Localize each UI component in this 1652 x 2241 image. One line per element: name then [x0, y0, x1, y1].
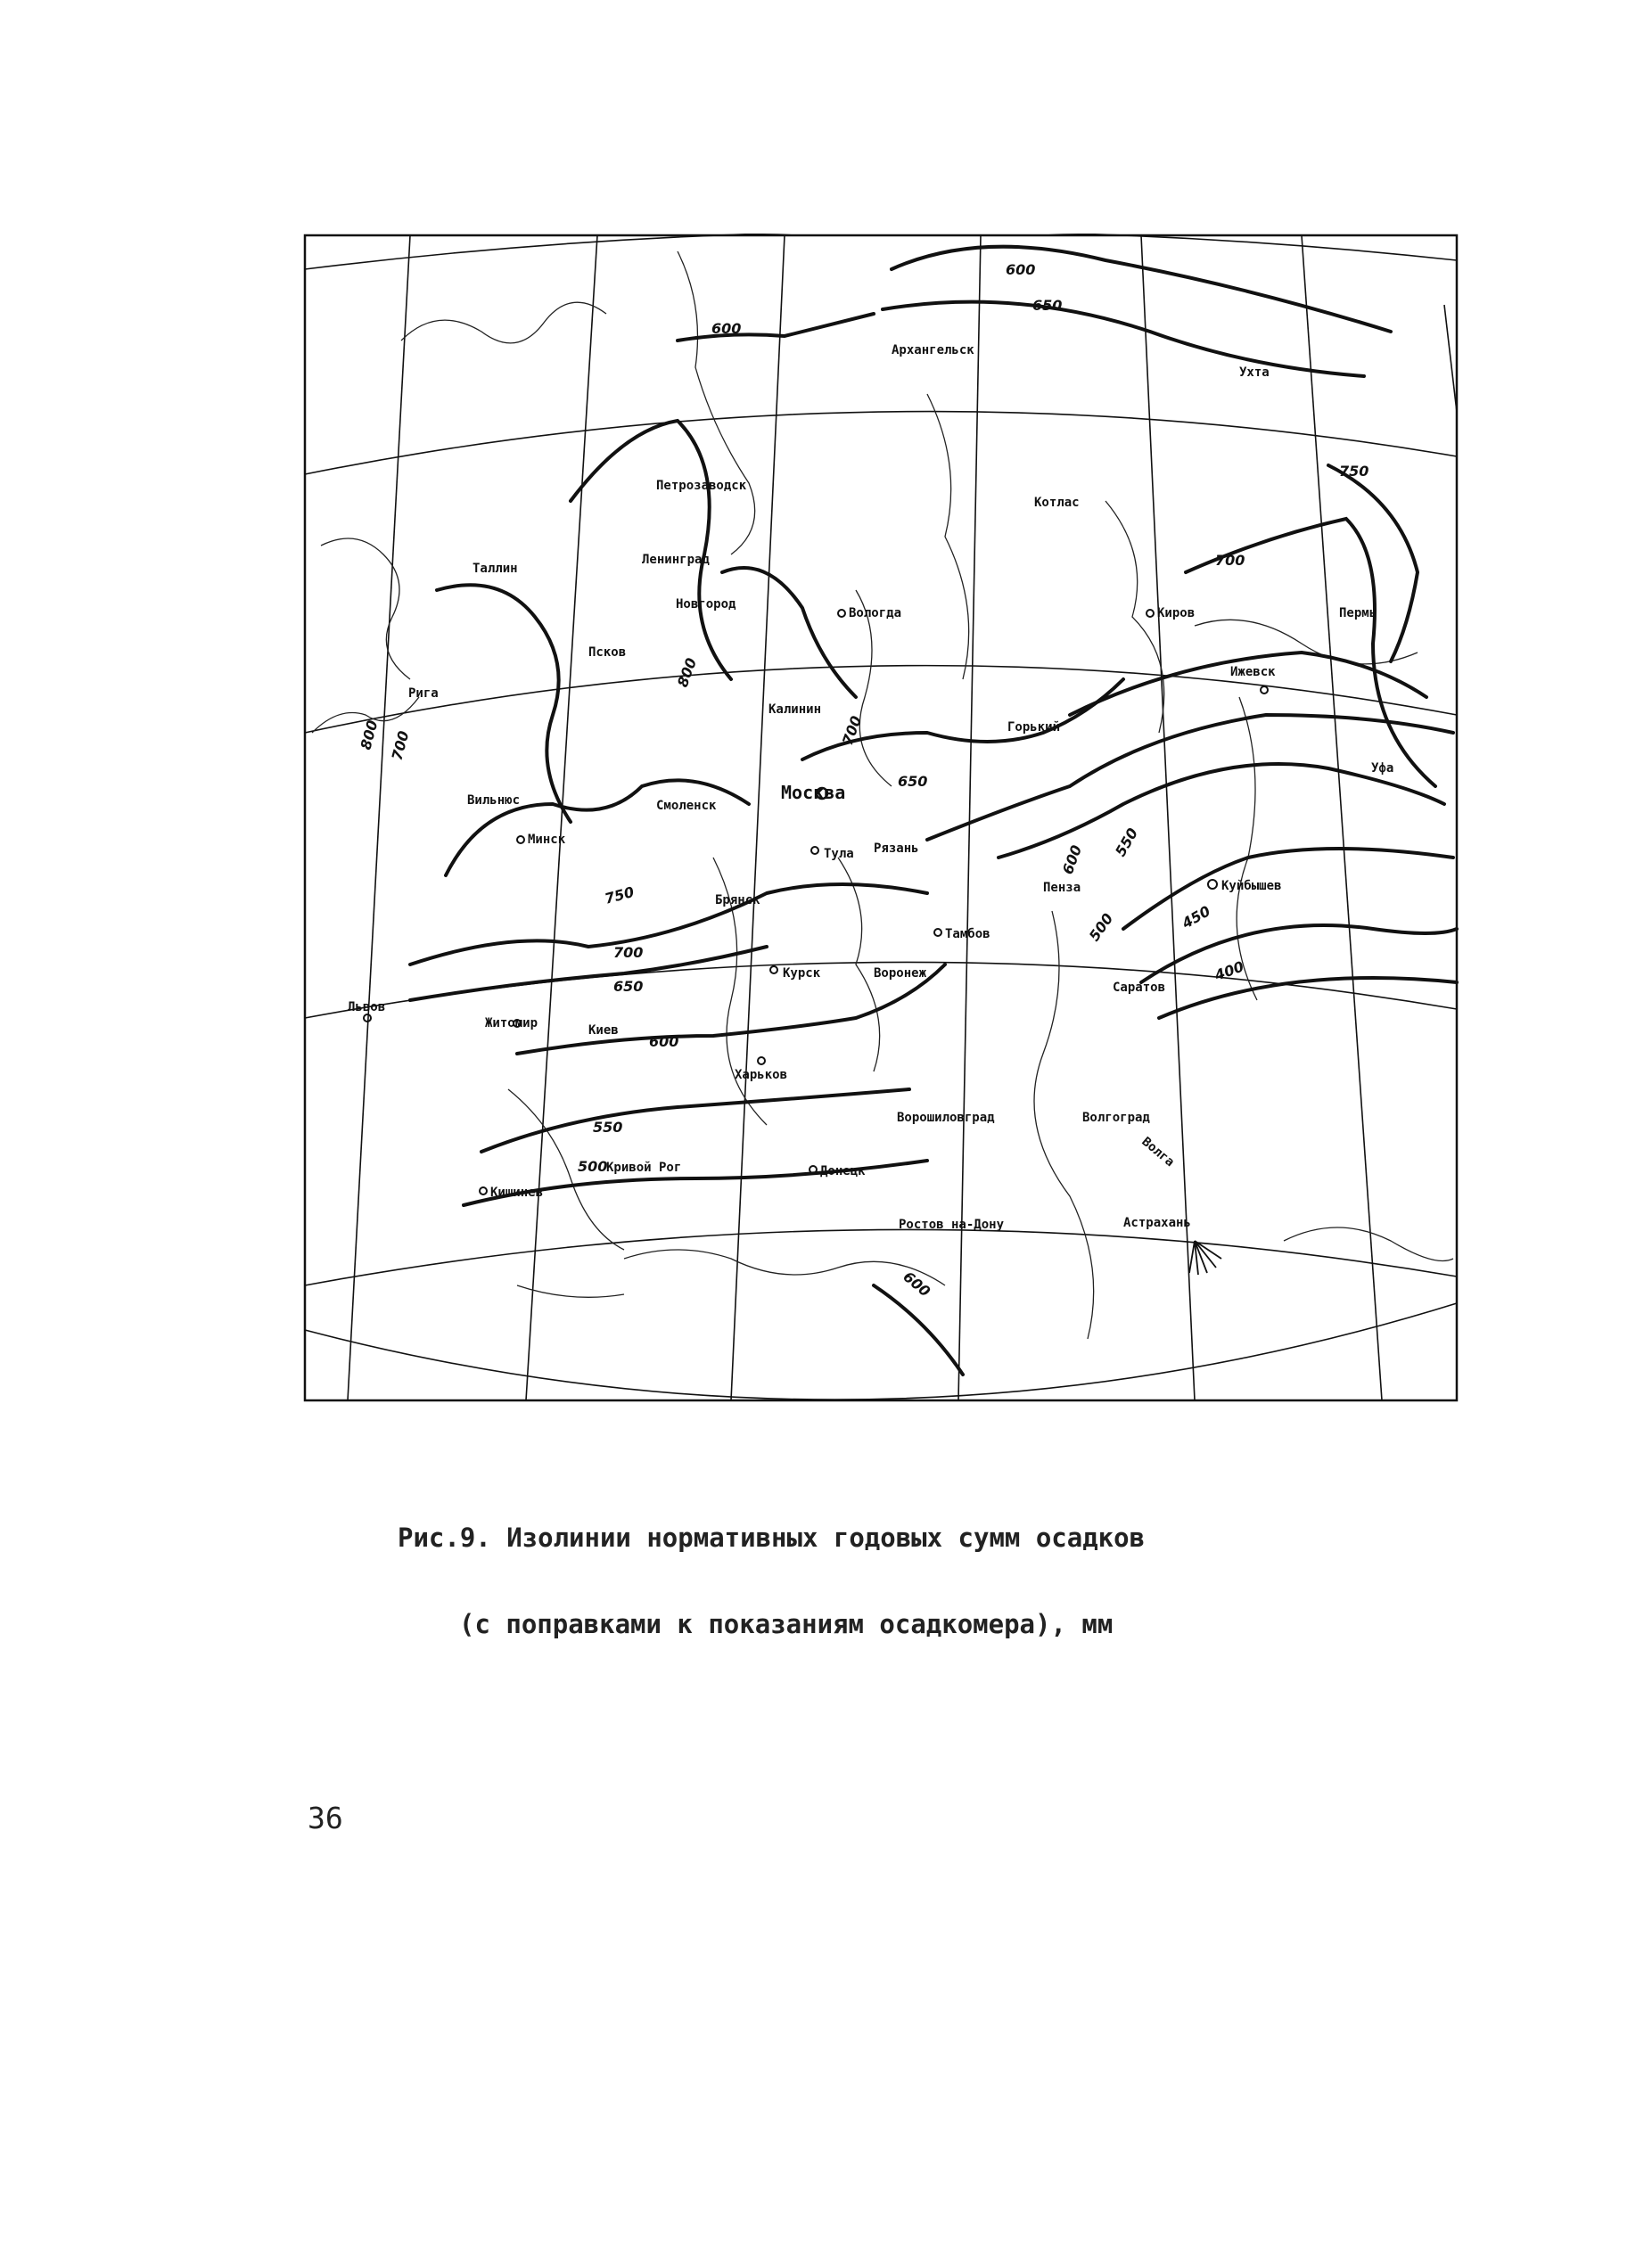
city-label: Кишинев	[490, 1186, 544, 1200]
city-label: Ленинград	[642, 553, 710, 567]
isoline-label: 650	[613, 978, 644, 995]
city-label: Донецк	[820, 1164, 866, 1178]
city-label: Астрахань	[1123, 1216, 1191, 1230]
city-label: Уфа	[1371, 761, 1394, 776]
figure-caption-line-2: (с поправками к показаниям осадкомера), мм	[459, 1609, 1114, 1639]
isoline-label: 750	[603, 882, 637, 907]
city-label: Волга	[1138, 1134, 1178, 1170]
city-label: Ухта	[1239, 365, 1270, 380]
city-label: Котлас	[1034, 496, 1080, 510]
isoline-label: 650	[1032, 297, 1063, 314]
city-label: Вильнюс	[467, 793, 521, 808]
isoline-label: 600	[1006, 261, 1036, 278]
city-label: Ворошиловград	[897, 1111, 995, 1125]
city-label: Москва	[781, 782, 846, 803]
isoline-label: 500	[578, 1158, 608, 1175]
city-label: Киев	[588, 1023, 619, 1038]
city-label: Волгоград	[1082, 1111, 1150, 1125]
cities	[348, 343, 1393, 1275]
isoline-labels	[358, 261, 1369, 1301]
city-label: Калинин	[768, 702, 822, 717]
isoline-label: 500	[1085, 910, 1117, 945]
city-label: Горький	[1007, 720, 1061, 735]
city-label: Львов	[348, 1000, 386, 1014]
city-label: Таллин	[473, 562, 518, 576]
city-label: Кривой Рог	[606, 1161, 682, 1175]
isoline-label: 800	[673, 655, 701, 690]
city-label: Куйбышев	[1221, 879, 1282, 893]
city-label: Тамбов	[945, 927, 990, 941]
isoline-label: 700	[1215, 552, 1245, 569]
isoline-label: 550	[1112, 825, 1142, 859]
city-label: Рязань	[874, 841, 919, 856]
city-label: Псков	[588, 645, 627, 660]
city-label: Смоленск	[656, 799, 717, 813]
city-label: Саратов	[1113, 981, 1166, 995]
isoline-label: 700	[838, 713, 866, 748]
isoline-label: 650	[898, 773, 928, 790]
city-label: Киров	[1157, 606, 1196, 620]
city-label: Курск	[783, 966, 821, 981]
city-label: Пермь	[1339, 606, 1377, 620]
page-number: 36	[308, 1801, 343, 1835]
city-label: Харьков	[735, 1068, 788, 1082]
isolines	[410, 247, 1457, 1375]
map-frame	[305, 235, 1457, 1400]
isoline-label: 400	[1212, 957, 1246, 984]
city-label: Брянск	[715, 893, 760, 907]
city-label: Ижевск	[1230, 665, 1276, 679]
precipitation-isoline-map	[303, 234, 1459, 1402]
isoline-label: 600	[900, 1268, 934, 1301]
isoline-label: 450	[1179, 902, 1213, 932]
figure-caption-line-1: Рис.9. Изолинии нормативных годовых сумм осадков	[398, 1523, 1146, 1553]
isoline-label: 600	[711, 320, 742, 337]
isoline-label: 600	[1058, 842, 1086, 877]
isoline-label: 700	[388, 728, 413, 763]
volga-delta	[1189, 1241, 1221, 1275]
isoline-label: 800	[357, 718, 382, 752]
city-label: Рига	[408, 686, 439, 701]
graticule	[305, 234, 1457, 1400]
isoline-label: 600	[649, 1033, 679, 1050]
isoline-label: 700	[613, 944, 644, 961]
city-label: Петрозаводск	[656, 479, 747, 493]
isoline-label: 750	[1339, 463, 1369, 480]
city-label: Пенза	[1043, 881, 1081, 895]
city-label: Ростов на-Дону	[899, 1218, 1005, 1232]
city-label: Архангельск	[892, 343, 974, 357]
isoline-label: 550	[593, 1119, 623, 1136]
city-label: Воронеж	[874, 966, 927, 981]
city-label: Житомир	[485, 1016, 538, 1030]
city-label: Новгород	[676, 597, 736, 612]
city-label: Тула	[824, 847, 854, 861]
city-label: Минск	[528, 833, 566, 847]
city-label: Вологда	[849, 606, 902, 620]
